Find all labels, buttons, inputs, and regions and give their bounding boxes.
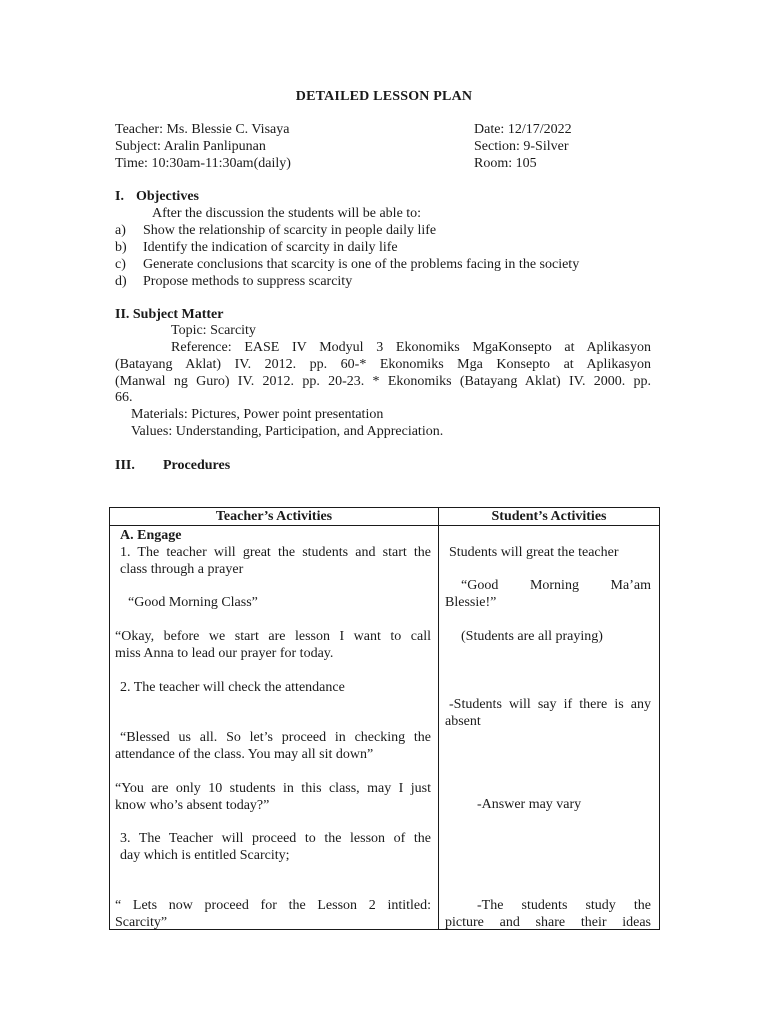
procedures-table — [109, 507, 660, 930]
procedures-number: III. — [115, 458, 135, 473]
student-line: “Good Morning Ma’am — [461, 578, 651, 593]
subject-matter-heading: II. Subject Matter — [115, 307, 224, 322]
objective-letter: b) — [115, 240, 127, 255]
teacher-line: “ Lets now proceed for the Lesson 2 intitled: — [115, 898, 431, 913]
teacher-line: attendance of the class. You may all sit down” — [115, 747, 374, 762]
objectives-heading: Objectives — [136, 189, 199, 204]
teacher-line: 2. The teacher will check the attendance — [120, 680, 345, 695]
objective-item: Show the relationship of scarcity in people daily life — [143, 223, 437, 238]
teacher-line: “You are only 10 students in this class, may I just — [115, 781, 431, 796]
lesson-date: Date: 12/17/2022 — [474, 122, 572, 137]
teacher-line: know who’s absent today?” — [115, 798, 270, 813]
reference-line: 66. — [115, 390, 133, 405]
student-line: absent — [445, 714, 481, 729]
teacher-line: 3. The Teacher will proceed to the lesson of the — [120, 831, 431, 846]
student-line: (Students are all praying) — [461, 629, 603, 644]
procedures-heading: Procedures — [163, 458, 231, 473]
objectives-intro: After the discussion the students will be able to: — [152, 206, 422, 221]
student-activities-cell — [439, 526, 660, 930]
materials-line: Materials: Pictures, Power point presentation — [131, 407, 384, 422]
reference-line: (Manwal ng Guro) IV. 2012. pp. 20-23. * Ekonomiks (Batayang Aklat) IV. 2000. pp. — [115, 374, 651, 389]
objective-letter: a) — [115, 223, 126, 238]
objective-letter: c) — [115, 257, 126, 272]
table-row — [110, 526, 660, 930]
class-room: Room: 105 — [474, 156, 537, 171]
teacher-name: Teacher: Ms. Blessie C. Visaya — [115, 122, 290, 137]
teacher-line: “Blessed us all. So let’s proceed in checking the — [120, 730, 431, 745]
teacher-line: “Good Morning Class” — [128, 595, 258, 610]
teacher-activities-cell — [110, 526, 439, 930]
teacher-line: day which is entitled Scarcity; — [120, 848, 290, 863]
teacher-activities-header: Teacher’s Activities — [110, 508, 439, 526]
student-line: Blessie!” — [445, 595, 497, 610]
class-section: Section: 9-Silver — [474, 139, 569, 154]
subject-name: Subject: Aralin Panlipunan — [115, 139, 266, 154]
teacher-line: miss Anna to lead our prayer for today. — [115, 646, 334, 661]
student-line: -The students study the — [477, 898, 651, 913]
objective-item: Propose methods to suppress scarcity — [143, 274, 353, 289]
student-line: -Answer may vary — [477, 797, 582, 812]
class-time: Time: 10:30am-11:30am(daily) — [115, 156, 291, 171]
teacher-line: 1. The teacher will great the students and start the — [120, 545, 431, 560]
teacher-line: class through a prayer — [120, 562, 244, 577]
reference-line: (Batayang Aklat) IV. 2012. pp. 60-* Ekonomiks Mga Konsepto at Aplikasyon — [115, 357, 651, 372]
reference-line: Reference: EASE IV Modyul 3 Ekonomiks MgaKonsepto at Aplikasyon — [171, 340, 651, 355]
student-line: picture and share their ideas — [445, 915, 651, 930]
teacher-line: “Okay, before we start are lesson I want to call — [115, 629, 431, 644]
objective-letter: d) — [115, 274, 127, 289]
objectives-number: I. — [115, 189, 124, 204]
objective-item: Generate conclusions that scarcity is one of the problems facing in the society — [143, 257, 580, 272]
table-header-row — [110, 508, 660, 526]
student-line: -Students will say if there is any — [449, 697, 651, 712]
student-activities-header: Student’s Activities — [439, 508, 660, 526]
teacher-line: Scarcity” — [115, 915, 168, 930]
topic-line: Topic: Scarcity — [171, 323, 256, 338]
objective-item: Identify the indication of scarcity in daily life — [143, 240, 398, 255]
document-title: DETAILED LESSON PLAN — [295, 89, 473, 104]
values-line: Values: Understanding, Participation, and Appreciation. — [131, 424, 444, 439]
engage-heading: A. Engage — [120, 528, 182, 543]
student-line: Students will great the teacher — [449, 545, 619, 560]
